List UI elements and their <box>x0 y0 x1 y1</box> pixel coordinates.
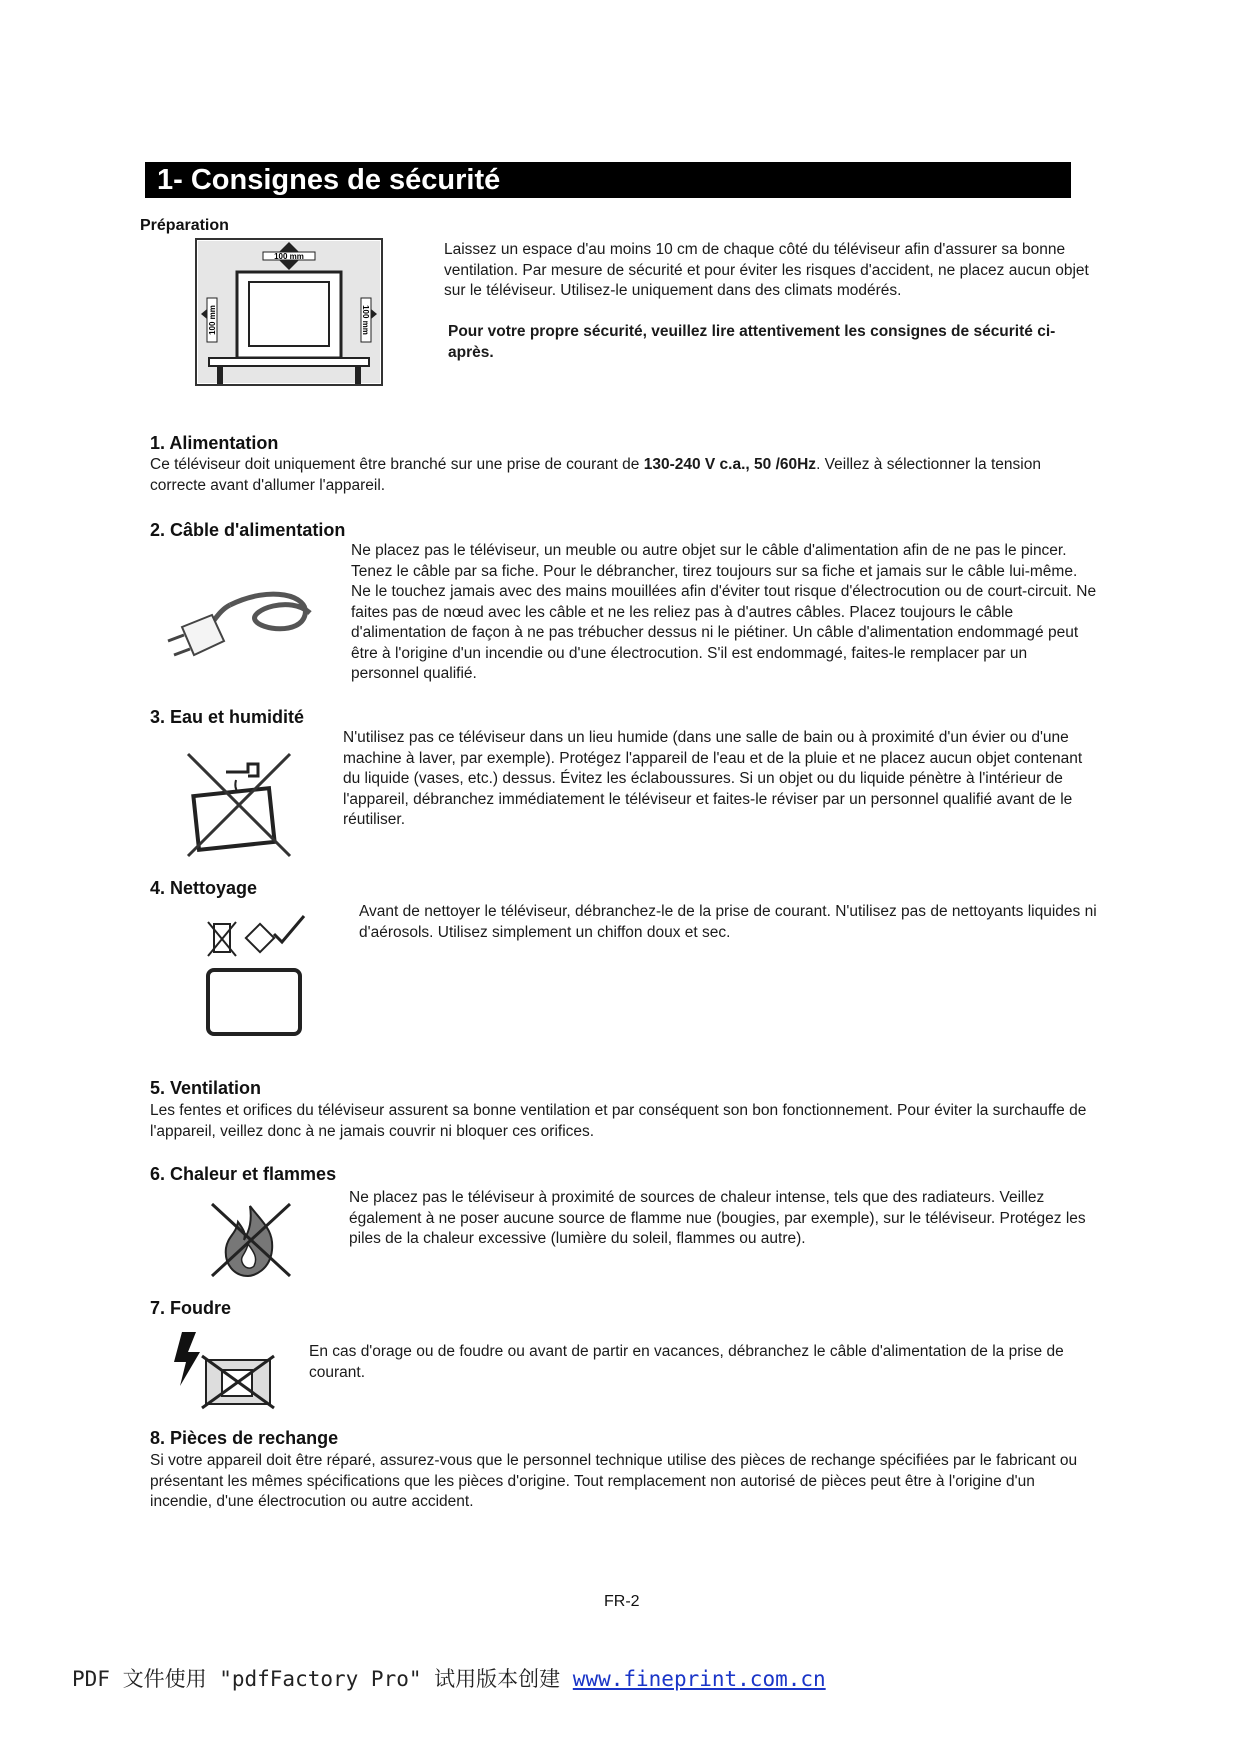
stand-shelf <box>209 358 369 366</box>
preparation-bold-text: Pour votre propre sécurité, veuillez lire attentivement les consignes de sécurité ci-après. <box>448 323 1056 361</box>
right-clearance-label: 100 mm <box>361 305 370 335</box>
section-heading-parts: 8. Pièces de rechange <box>150 1428 339 1448</box>
page-title: 1- Consignes de sécurité <box>145 162 1071 198</box>
power-cable-icon <box>160 575 320 675</box>
section-heading-cleaning: 4. Nettoyage <box>150 878 258 898</box>
section-heading-water: 3. Eau et humidité <box>150 707 305 727</box>
section-heading-ventilation: 5. Ventilation <box>150 1078 262 1098</box>
top-clearance-label: 100 mm <box>274 252 304 261</box>
lightning-icon <box>166 1330 276 1412</box>
page-number: FR-2 <box>604 1593 640 1610</box>
cleaning-icon <box>200 912 310 1042</box>
pdf-factory-footer: PDF 文件使用 "pdfFactory Pro" 试用版本创建 www.fineprint.com.cn <box>72 1667 826 1691</box>
no-flame-icon <box>210 1200 292 1280</box>
lightning-bolt <box>174 1332 200 1386</box>
section-heading-heat: 6. Chaleur et flammes <box>150 1164 337 1184</box>
section-text-cable: Ne placez pas le téléviseur, un meuble ou autre objet sur le câble d'alimentation afin de ne pas le pincer. Tenez le câble par sa fiche. Pour le débrancher, tirez toujours sur sa fiche et jamais sur le câble lui-même. Ne le touchez jamais avec des mains mouillées afin d'éviter tout risque d'électrocution ou de court-circuit. Ne faites pas de nœud avec les câble et ne les reliez pas à d'autres câbles. Placez toujours le câble d'alimentation de façon à ne pas trébucher dessus ni le piétiner. Un câble d'alimentation endommagé peut être à l'origine d'un incendie ou d'une électrocution. S'il est endommagé, faites-le remplacer par un personnel qualifié. <box>351 542 1097 682</box>
preparation-text: Laissez un espace d'au moins 10 cm de chaque côté du téléviseur afin d'assurer sa bonne ventilation. Par mesure de sécurité et pour éviter les risques d'accident, ne placez aucun objet sur le téléviseur. Utilisez-le uniquement dans des climats modérés. <box>444 241 1089 299</box>
no-water-icon <box>186 750 296 860</box>
section-text-ventilation: Les fentes et orifices du téléviseur assurent sa bonne ventilation et par conséquent son bon fonctionnement. Pour éviter la surchauffe de l'appareil, veillez donc à ne jamais couvrir ni bloquer ces orifices. <box>150 1102 1087 1140</box>
tv-clearance-figure <box>195 238 383 386</box>
preparation-heading: Préparation <box>140 217 229 234</box>
section-text-heat: Ne placez pas le téléviseur à proximité de sources de chaleur intense, tels que des radiateurs. Veillez également à ne poser aucune source de flamme nue (bougies, par exemple), sur le téléviseur. Protégez les piles de la chaleur excessive (lumière du soleil, flammes ou autre). <box>349 1189 1086 1247</box>
section-heading-cable: 2. Câble d'alimentation <box>150 520 346 540</box>
section-text-lightning: En cas d'orage ou de foudre ou avant de partir en vacances, débranchez le câble d'alimentation de la prise de courant. <box>309 1343 1064 1381</box>
section-text-parts: Si votre appareil doit être réparé, assurez-vous que le personnel technique utilise des pièces de rechange spécifiées par le fabricant ou présentant les mêmes spécifications que les pièces d'origine. Tout remplacement non autorisé de pièces peut être à l'origine d'un incendie, d'une électrocution ou autre accident. <box>150 1452 1078 1510</box>
left-clearance-label: 100 mm <box>208 305 217 335</box>
section-text-alimentation: Ce téléviseur doit uniquement être branché sur une prise de courant de 130-240 V c.a., 50 /60Hz. Veillez à sélectionner la tension correcte avant d'allumer l'appareil. <box>150 456 1041 494</box>
section-heading-alimentation: 1. Alimentation <box>150 433 279 453</box>
section-text-water: N'utilisez pas ce téléviseur dans un lieu humide (dans une salle de bain ou à proximité d'un évier ou d'une machine à laver, par exemple). Protégez l'appareil de l'eau et de la pluie et ne placez aucun objet contenant du liquide (vases, etc.) dessus. Évitez les éclaboussures. Si un objet ou du liquide pénètre à l'intérieur de l'appareil, débranchez immédiatement le téléviseur et faites-le réviser par un personnel qualifié avant de le réutiliser. <box>343 729 1083 828</box>
voltage-spec: 130-240 V c.a., 50 /60Hz <box>643 456 817 473</box>
section-text-cleaning: Avant de nettoyer le téléviseur, débranchez-le de la prise de courant. N'utilisez pas de nettoyants liquides ni d'aérosols. Utilisez simplement un chiffon doux et sec. <box>359 903 1097 941</box>
section-heading-lightning: 7. Foudre <box>150 1298 232 1318</box>
fineprint-link[interactable]: www.fineprint.com.cn <box>572 1667 826 1691</box>
